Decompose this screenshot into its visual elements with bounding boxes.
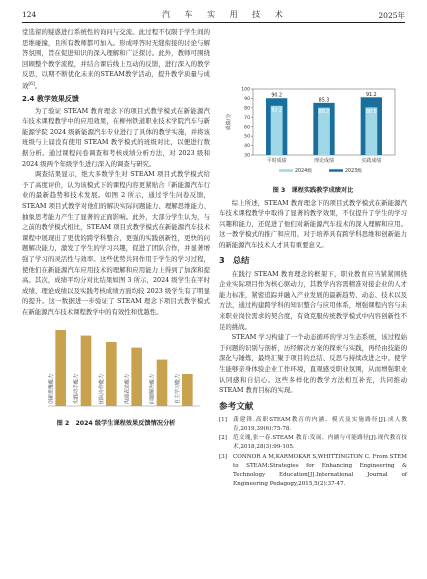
category-label: 团队协作能力	[99, 373, 106, 404]
reference-text: 范文瑰,张一春.STEAM 教育:发展、内涵与可能路径[J].现代教育技术,2018,28(3):99-105.	[233, 435, 407, 451]
references-heading: 参考文献	[219, 401, 254, 412]
citation-superscript: [6]	[28, 81, 35, 87]
figure-2	[22, 324, 210, 429]
reference-number: [3]	[219, 453, 227, 460]
bar-4	[157, 359, 168, 405]
issue-year: 2025年	[378, 11, 405, 20]
page-header	[22, 8, 405, 22]
y-tick-label: 80	[244, 106, 250, 112]
data-label: 80.5	[365, 109, 377, 115]
legend-label: 2023级	[345, 169, 363, 174]
category-label: 创新思维能力	[48, 373, 55, 404]
references-list	[219, 416, 407, 489]
figure-3-caption: 图 3 课程实践教学成绩对比	[272, 186, 354, 194]
figure-2-chart	[22, 324, 210, 416]
bar-5	[182, 374, 193, 406]
right-column	[219, 27, 407, 489]
data-label: 85.3	[318, 98, 330, 104]
paragraph: 调查结果显示，绝大多数学生对 STEAM 项目式教学模式给予了高度评价，认为该模式下的课程内容更紧贴合『新能源汽车行业的最新趋势和技术发展。如图 2 所示，通过学生问卷反馈，STEAM 项目式教学对他们的解决实际问题能力、理解思维能力、抽象思考能力产生了显著的正面影响。此外，大部分学生认为，与之前的教学模式相比，STEAM 项目式教学模式在新能源汽车技术课程中展现出了更优的跨学科整合，更强的实践创新性，更快的问题解决能力，激发了学生的学习兴趣，促进了团队合作，并显著增强了学习的灵活性与效率。这些优势共同作用于学生的学习过程，使他们在新能源汽车应用技术的理解和应用能力上得到了加深和提高。其次，成绩平均分对比结果如图 3 所示，2024 级学生在平时成绩、理论成绩以及实践考核成绩方面均较 2023 级学生有了明显的提升。这一数据进一步验证了 STEAM 理念下项目式教学模式在新能源汽车技术课程教学中的有效性和优越性。	[22, 170, 210, 316]
section-heading-3: 3 总结	[219, 254, 250, 265]
category-label: 实践动手能力	[73, 373, 80, 404]
journal-name: 汽 车 实 用 技 术	[162, 10, 289, 19]
category-label: 沟通表达能力	[124, 373, 131, 404]
section-heading-2-4: 2.4 教学效果反馈	[22, 94, 79, 103]
figure-3	[219, 85, 407, 195]
y-tick-label: 50	[244, 134, 250, 140]
category-label: 实践成绩	[361, 158, 382, 164]
y-axis-label: 成绩/分	[226, 113, 232, 131]
y-tick-label: 100	[241, 87, 250, 93]
figure-3-chart	[219, 85, 407, 181]
data-label: 82.2	[271, 108, 283, 114]
reference-number: [1]	[219, 416, 227, 423]
data-label: 80.2	[318, 110, 330, 116]
bar-3	[131, 347, 142, 405]
paragraph: 在践行 STEAM 教育理念的框架下，职业教育应当紧紧围绕企业实际项目作为核心驱动力，其教学内容需精准对接企业的人才能力标准，紧密追踪并融入产业发展的最新趋势、动态、技术以及方法，通过构建跨学科的知识整合与应用体系，增强课程内容与未来职业岗位需求的契合度，有效克服传统教学模式中内容创新性不足的挑战。	[219, 269, 407, 331]
data-label: 91.2	[365, 92, 377, 98]
reference-item	[219, 453, 407, 489]
y-tick-label: 40	[244, 144, 250, 150]
reference-text: 龚建锋.高职STEAM教育的内涵、模式及实施路径[J].成人教育,2019,39(6):75-78.	[233, 416, 407, 432]
y-tick-label: 90	[244, 97, 250, 103]
bar-0	[55, 330, 66, 406]
category-label: 问题解决能力	[149, 373, 156, 404]
paragraph: STEAM 学习构建了一个动态循环的学习生态系统，该过程始于问题的识别与剖析，历经解决方案的探索与实践，再经由技能的深化与锤炼，最终汇聚于项目的总结、反思与持续改进之中。使学生能够亲身体验企业工作环境，直观感受职业氛围，从而增强职业认同感和自信心。这些多样化的教学方法相互补充，共同推动 STEAM 教育目标的实现。	[219, 333, 407, 395]
bar-2	[106, 342, 117, 406]
header-rule	[22, 22, 405, 23]
figure-2-caption: 图 2 2024 级学生课程效果反馈情况分析	[56, 420, 176, 428]
category-label: 自主学习能力	[175, 373, 182, 404]
reference-item	[219, 416, 407, 434]
y-tick-label: 30	[244, 153, 250, 159]
paragraph: 为了验证 STEAM 教育理念下的项目式教学模式在新能源汽车技术课程教学中的应用效果，在柳州铁道职业技术学院汽车与新能源学院 2024 级新能源汽车专业进行了具体的教学实施，并将该班级与上届没有使用 STEAM 教学模式的班级对比，以便进行数据分析。通过课程问卷调查和考核成绩分析方法，对 2023 级和 2024 级两个年级学生进行深入的调查与研究。	[22, 106, 210, 168]
page-number: 124	[22, 10, 37, 19]
data-label: 90.2	[271, 93, 283, 99]
legend-label: 2024级	[295, 169, 313, 174]
intro-paragraph: 堂选留的疑惑进行系统性的询问与交流。此过程不仅限于学生间的思维碰撞，且所有教师都可加入。形成呼答时无缝衔接的讨论与解答氛围，旨在促进知识的深入理解和广泛探讨。此外，教师可围绕回顾整个教学流程，并结合课后线上互动的反馈，进行深入的教学反思，以期不断优化未来的STEAM教学活动，提升教学质量与成效[6]。	[22, 28, 210, 91]
left-column	[22, 27, 210, 428]
category-label: 平时成绩	[266, 158, 287, 164]
reference-number: [2]	[219, 435, 227, 442]
category-label: 理论成绩	[313, 158, 335, 164]
y-tick-label: 60	[244, 125, 250, 131]
bar-1	[81, 335, 92, 405]
reference-item	[219, 434, 407, 452]
y-tick-label: 70	[244, 115, 250, 121]
summary-paragraph: 综上所述，STEAM 教育理念下的项目式教学模式在新能源汽车技术课程教学中取得了显著的教学效果，不仅提升了学生的学习兴趣和能力，还促进了他们对新能源汽车技术的深入理解和应用。这一教学模式的推广和应用，对于培养具有跨学科思维和创新能力的新能源汽车技术人才具有重要意义。	[219, 198, 407, 249]
reference-text: CONNOR A M,KARMOKAR S,WHITTINGTON C. From STEM to STEAM:Strategies for Enhancing Engineering & Technology Education[J].International Journal of Engineering Pedagogy,2015,5(2):37-47.	[233, 453, 407, 487]
